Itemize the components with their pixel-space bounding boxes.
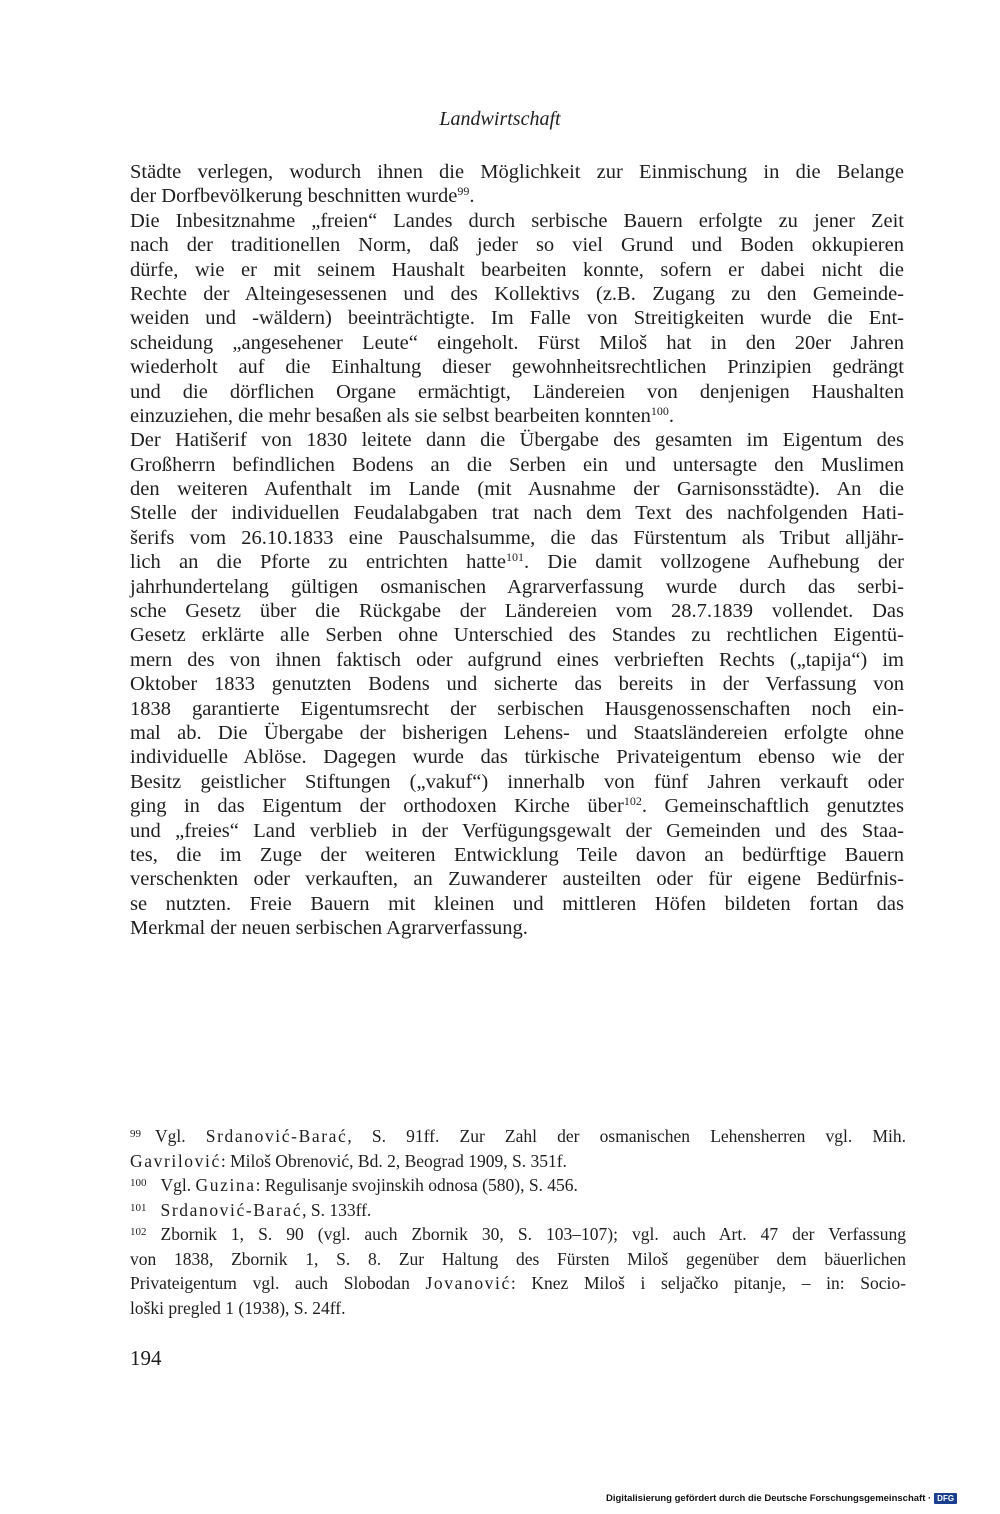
footnotes: [130, 1124, 906, 1320]
line-text: Städte verlegen, wodurch ihnen die Möglichkeit zur Einmischung in die Belange: [130, 161, 904, 183]
line-text: tes, die im Zuge der weiteren Entwicklung Teile davon an bedürftige Bauern: [130, 843, 904, 866]
line-text: lich an die Pforte zu entrichten hatte: [130, 551, 507, 574]
body-line: [130, 526, 904, 550]
body-line: [130, 745, 904, 769]
footnote-ref: 101: [506, 550, 525, 565]
body-line: [130, 355, 904, 379]
body-line: [130, 916, 904, 940]
line-text: jahrhundertelang gültigen osmanischen Agrarverfassung wurde durch das serbi-: [130, 575, 904, 598]
footnote-text: , S. 133ff.: [302, 1199, 372, 1220]
body-line: [130, 721, 904, 745]
line-text: Oktober 1833 genutzten Bodens und sicherte das bereits in der Verfassung von: [130, 673, 904, 696]
body-line: [130, 648, 904, 672]
body-line: [130, 184, 904, 208]
author-name: Guzina: [195, 1175, 256, 1195]
footnote-line: [130, 1198, 906, 1223]
footnote-number: 99: [130, 1128, 141, 1140]
body-line: [130, 404, 904, 428]
footnote-line: [130, 1247, 906, 1272]
digitization-credit: [606, 1493, 957, 1504]
line-text: Stelle der individuellen Feudalabgaben trat nach dem Text des nachfolgenden Hati-: [130, 502, 904, 525]
line-text: Gesetz erklärte alle Serben ohne Unterschied des Standes zu rechtlichen Eigentü-: [130, 624, 904, 647]
footnote-text: : Knez Miloš i seljačko pitanje, – in: Socio-: [510, 1273, 906, 1293]
footnote-text: von 1838, Zbornik 1, S. 8. Zur Haltung des Fürsten Miloš gegenüber dem bäuerlichen: [130, 1248, 906, 1269]
body-line: [130, 258, 904, 282]
line-text: Die Inbesitznahme „freien“ Landes durch serbische Bauern erfolgte zu jener Zeit: [130, 209, 904, 232]
body-line: [130, 477, 904, 501]
line-text: ging in das Eigentum der orthodoxen Kirche über: [130, 795, 624, 818]
footnote-number: 101: [130, 1201, 147, 1214]
footnote-line: [130, 1296, 906, 1321]
body-line: [130, 282, 904, 306]
body-line: [130, 770, 904, 794]
page-number: 194: [130, 1346, 162, 1370]
body-line: [130, 306, 904, 330]
credit-text: Digitalisierung gefördert durch die Deutsche Forschungsgemeinschaft ·: [606, 1493, 932, 1505]
line-text: Rechte der Alteingesessenen und des Kollektivs (z.B. Zugang zu den Gemeinde-: [130, 282, 904, 305]
body-line: [130, 599, 904, 623]
footnote-text: Vgl.: [155, 1126, 206, 1146]
line-text: den weiteren Aufenthalt im Lande (mit Ausnahme der Garnisonsstädte). An die: [130, 478, 904, 501]
footnote-ref: 102: [623, 794, 642, 809]
body-line: [130, 575, 904, 599]
body-line: [130, 819, 904, 843]
body-line: [130, 843, 904, 867]
body-line: [130, 672, 904, 696]
line-text: sche Gesetz über die Rückgabe der Ländereien vom 28.7.1839 vollendet. Das: [130, 600, 904, 623]
footnote-number: 100: [130, 1177, 147, 1189]
footnote-ref: 100: [650, 403, 669, 418]
body-line: [130, 209, 904, 233]
line-text: Großherrn befindlichen Bodens an die Serben ein und untersagte den Muslimen: [130, 453, 904, 476]
body-line: [130, 623, 904, 647]
line-text: und „freies“ Land verblieb in der Verfügungsgewalt der Gemeinden und des Staa-: [130, 819, 904, 842]
footnote-line: [130, 1271, 906, 1296]
body-line: [130, 550, 904, 574]
author-name: Srdanović-Barać: [205, 1126, 348, 1146]
body-line: [130, 867, 904, 891]
line-text: einzuziehen, die mehr besaßen als sie selbst bearbeiten konnten: [130, 404, 651, 427]
line-text: mern des von ihnen faktisch oder aufgrund eines verbrieften Rechts („tapija“) im: [130, 648, 904, 671]
line-text: weiden und -wäldern) beeinträchtigte. Im Falle von Streitigkeiten wurde die Ent-: [130, 307, 904, 330]
footnote-text: Zbornik 1, S. 90 (vgl. auch Zbornik 30, S. 103–107); vgl. auch Art. 47 der Verfassung: [160, 1224, 906, 1244]
line-text: individuelle Ablöse. Dagegen wurde das türkische Privateigentum ebenso wie der: [130, 746, 904, 769]
line-text: Merkmal der neuen serbischen Agrarverfassung.: [130, 917, 528, 940]
line-text: Der Hatišerif von 1830 leitete dann die Übergabe des gesamten im Eigentum des: [130, 429, 904, 452]
body-line: [130, 892, 904, 916]
footnote-text: , S. 91ff. Zur Zahl der osmanischen Lehensherren vgl. Mih.: [347, 1126, 906, 1146]
footnote-text: Privateigentum vgl. auch Slobodan: [130, 1273, 426, 1293]
line-text: dürfe, wie er mit seinem Haushalt bearbeiten konnte, sofern er dabei nicht die: [130, 258, 904, 281]
line-text: . Die damit vollzogene Aufhebung der: [524, 551, 904, 574]
running-head: Landwirtschaft: [439, 108, 561, 130]
body-line: [130, 697, 904, 721]
body-line: [130, 794, 904, 818]
body-line: [130, 331, 904, 355]
line-text: verschenkten oder verkauften, an Zuwanderer austeilten oder für eigene Bedürfnis-: [130, 868, 904, 891]
body-line: [130, 501, 904, 525]
line-text: se nutzten. Freie Bauern mit kleinen und mittleren Höfen bildeten fortan das: [130, 892, 904, 915]
dfg-logo: DFG: [934, 1493, 957, 1504]
footnote-line: [130, 1222, 906, 1247]
body-line: [130, 380, 904, 404]
line-text: 1838 garantierte Eigentumsrecht der serbischen Hausgenossenschaften noch ein-: [130, 697, 904, 720]
footnote-text: loški pregled 1 (1938), S. 24ff.: [130, 1297, 346, 1318]
author-name: Gavrilović: [130, 1150, 221, 1171]
footnote-text: : Regulisanje svojinskih odnosa (580), S. 456.: [255, 1175, 578, 1195]
body-text: [130, 160, 904, 941]
footnote-number: 102: [130, 1226, 147, 1238]
line-text: nach der traditionellen Norm, daß jeder so viel Grund und Boden okkupieren: [130, 234, 904, 257]
line-text: der Dorfbevölkerung beschnitten wurde: [130, 185, 458, 208]
footnote-line: [130, 1173, 906, 1198]
line-text: wiederholt auf die Einhaltung dieser gewohnheitsrechtlichen Prinzipien gedrängt: [130, 356, 904, 379]
line-text: .: [668, 404, 674, 427]
author-name: Jovanović: [425, 1273, 511, 1293]
footnote-line: [130, 1149, 906, 1174]
line-text: Besitz geistlicher Stiftungen („vakuf“) innerhalb von fünf Jahren verkauft oder: [130, 770, 904, 793]
author-name: Srdanović-Barać: [160, 1199, 303, 1220]
footnote-text: Vgl.: [160, 1175, 196, 1195]
body-line: [130, 453, 904, 477]
footnote-line: [130, 1124, 906, 1149]
line-text: . Gemeinschaftlich genutztes: [641, 795, 904, 818]
line-text: šerifs vom 26.10.1833 eine Pauschalsumme, die das Fürstentum als Tribut alljähr-: [130, 526, 904, 549]
line-text: mal ab. Die Übergabe der bisherigen Lehens- und Staatsländereien erfolgte ohne: [130, 721, 904, 744]
line-text: scheidung „angesehener Leute“ eingeholt. Fürst Miloš hat in den 20er Jahren: [130, 331, 904, 354]
body-line: [130, 428, 904, 452]
footnote-text: : Miloš Obrenović, Bd. 2, Beograd 1909, S. 351f.: [220, 1150, 567, 1171]
line-text: und die dörflichen Organe ermächtigt, Ländereien von denjenigen Haushalten: [130, 380, 904, 403]
body-line: [130, 160, 904, 184]
body-line: [130, 233, 904, 257]
line-text: .: [469, 185, 475, 208]
footnote-ref: 99: [457, 184, 470, 199]
